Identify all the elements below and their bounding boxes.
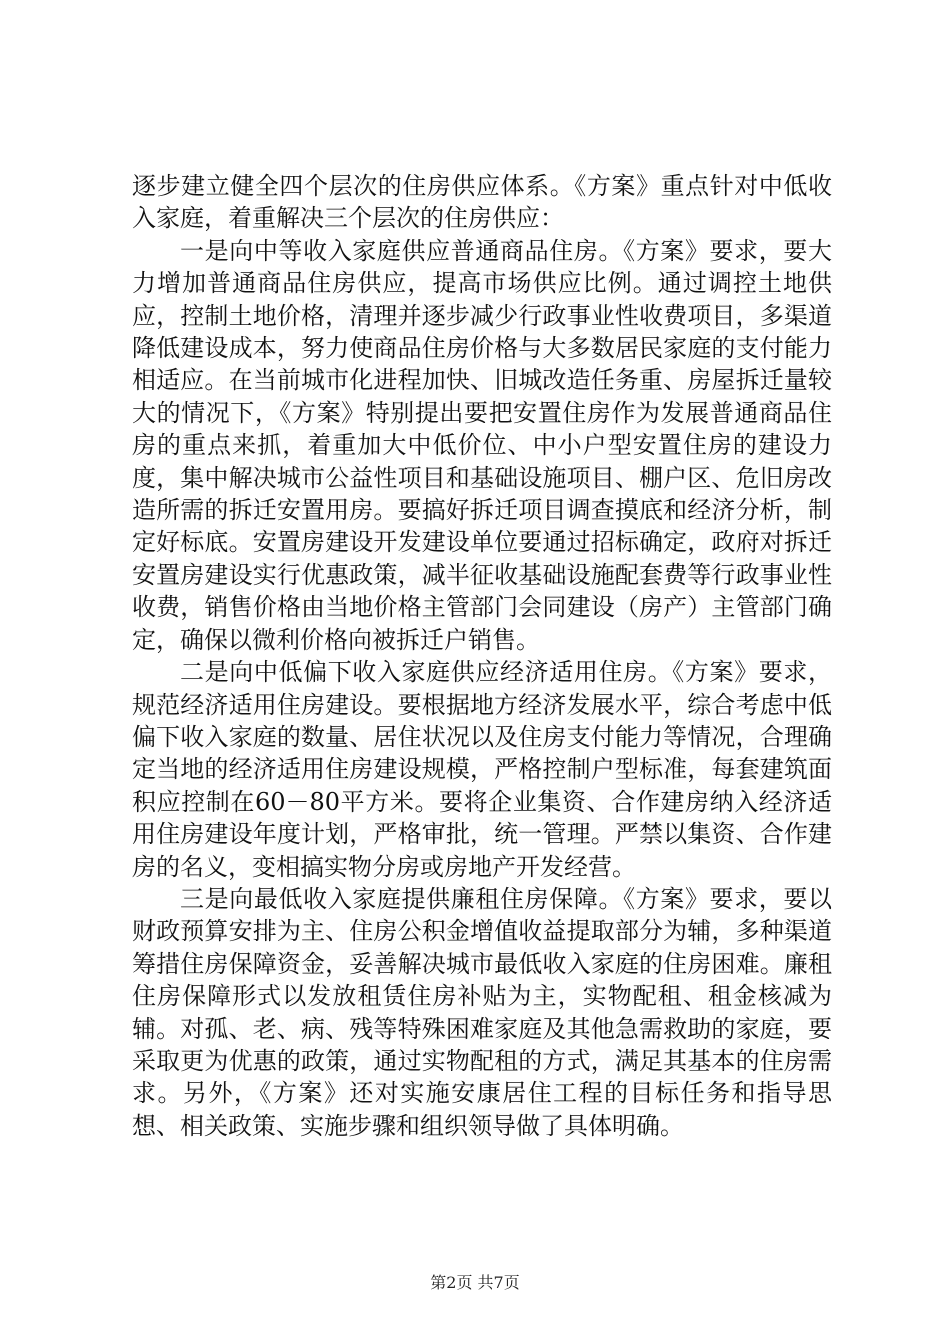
document-body <box>132 170 832 1142</box>
paragraph-continuation: 逐步建立健全四个层次的住房供应体系。《方案》重点针对中低收入家庭，着重解决三个层次的住房供应： <box>132 172 832 233</box>
paragraph-commercial-housing: 一是向中等收入家庭供应普通商品住房。《方案》要求，要大力增加普通商品住房供应，提高市场供应比例。通过调控土地供应，控制土地价格，清理并逐步减少行政事业性收费项目，多渠道降低建设成本，努力使商品住房价格与大多数居民家庭的支付能力相适应。在当前城市化进程加快、旧城改造任务重、房屋拆迁量较大的情况下，《方案》特别提出要把安置住房作为发展普通商品住房的重点来抓，着重加大中低价位、中小户型安置住房的建设力度，集中解决城市公益性项目和基础设施项目、棚户区、危旧房改造所需的拆迁安置用房。要搞好拆迁项目调查摸底和经济分析，制定好标底。安置房建设开发建设单位要通过招标确定，政府对拆迁安置房建设实行优惠政策，减半征收基础设施配套费等行政事业性收费，销售价格由当地价格主管部门会同建设（房产）主管部门确定，确保以微利价格向被拆迁户销售。 <box>132 236 832 654</box>
page-number-footer: 第2页 共7页 <box>430 1273 520 1292</box>
paragraph-low-rent-housing: 三是向最低收入家庭提供廉租住房保障。《方案》要求，要以财政预算安排为主、住房公积金增值收益提取部分为辅，多种渠道筹措住房保障资金，妥善解决城市最低收入家庭的住房困难。廉租住房保障形式以发放租赁住房补贴为主，实物配租、租金核减为辅。对孤、老、病、残等特殊困难家庭及其他急需救助的家庭，要采取更为优惠的政策，通过实物配租的方式，满足其基本的住房需求。另外，《方案》还对实施安康居住工程的目标任务和指导思想、相关政策、实施步骤和组织领导做了具体明确。 <box>132 884 832 1140</box>
paragraph-affordable-housing: 二是向中低偏下收入家庭供应经济适用住房。《方案》要求，规范经济适用住房建设。要根据地方经济发展水平，综合考虑中低偏下收入家庭的数量、居住状况以及住房支付能力等情况，合理确定当地的经济适用住房建设规模，严格控制户型标准，每套建筑面积应控制在60－80平方米。要将企业集资、合作建房纳入经济适用住房建设年度计划，严格审批，统一管理。严禁以集资、合作建房的名义，变相搞实物分房或房地产开发经营。 <box>132 658 832 881</box>
